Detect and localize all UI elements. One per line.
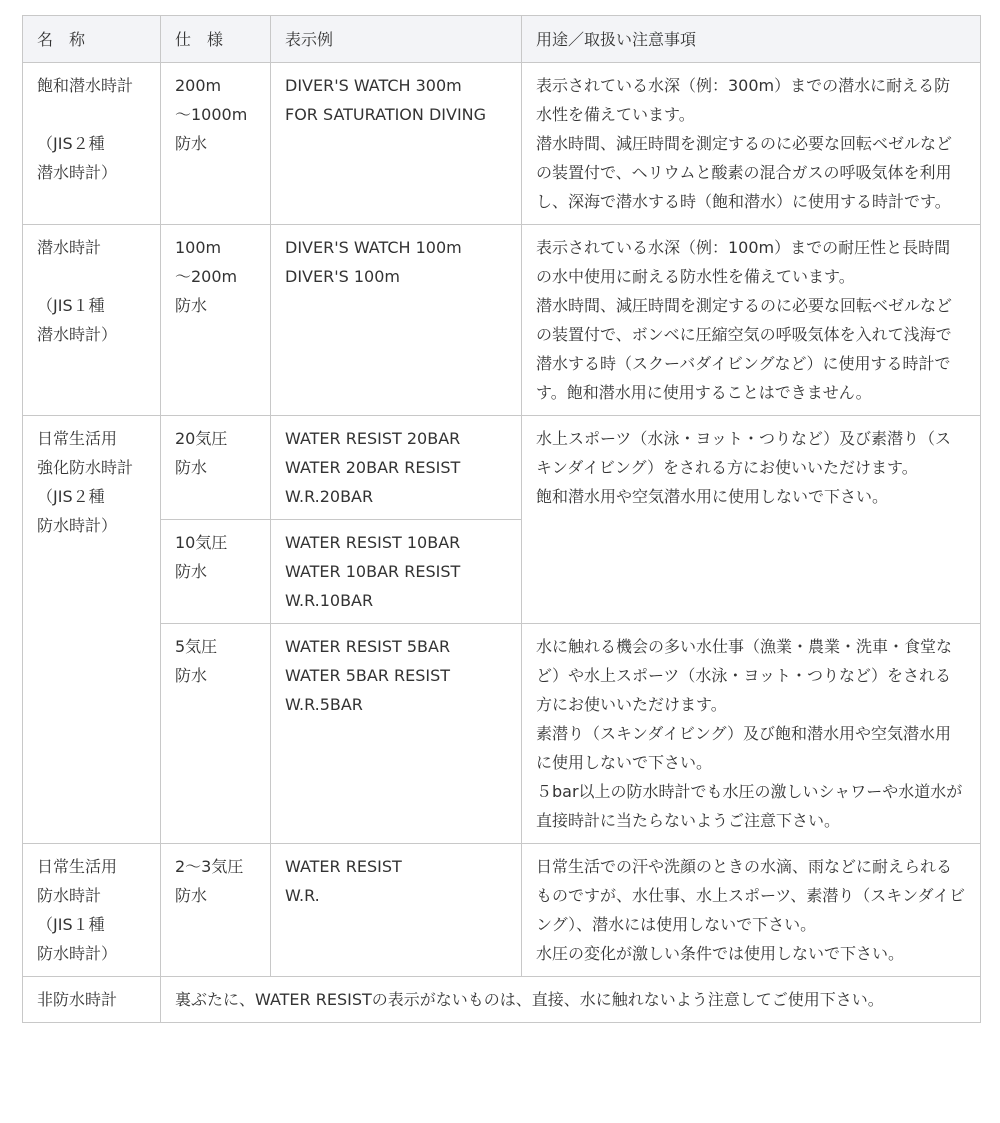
header-name: 名 称 xyxy=(23,16,161,63)
note-cell: 裏ぶたに、WATER RESISTの表示がないものは、直接、水に触れないよう注意してご使用下さい。 xyxy=(161,977,981,1023)
header-row xyxy=(23,16,981,63)
spec-cell: 2〜3気圧 防水 xyxy=(161,844,271,977)
spec-cell: 10気圧 防水 xyxy=(161,520,271,624)
display-cell: WATER RESIST W.R. xyxy=(271,844,522,977)
spec-table xyxy=(22,15,981,1023)
spec-cell: 100m 〜200m 防水 xyxy=(161,225,271,416)
display-cell: DIVER'S WATCH 100m DIVER'S 100m xyxy=(271,225,522,416)
table-row xyxy=(23,977,981,1023)
table-row xyxy=(23,63,981,225)
usage-cell: 表示されている水深（例：100m）までの耐圧性と長時間の水中使用に耐える防水性を備えています。 潜水時間、減圧時間を測定するのに必要な回転ベゼルなどの装置付で、ボンベに圧縮空気の呼吸気体を入れて浅海で潜水する時（スクーバダイビングなど）に使用する時計です。飽和潜水用に使用することはできません。 xyxy=(522,225,981,416)
table-row xyxy=(23,624,981,844)
spec-cell: 20気圧 防水 xyxy=(161,416,271,520)
name-cell: 日常生活用 強化防水時計 （JIS２種 防水時計） xyxy=(23,416,161,844)
table-row xyxy=(23,225,981,416)
usage-cell: 表示されている水深（例：300m）までの潜水に耐える防水性を備えています。 潜水時間、減圧時間を測定するのに必要な回転ベゼルなどの装置付で、ヘリウムと酸素の混合ガスの呼吸気体を利用し、深海で潜水する時（飽和潜水）に使用する時計です。 xyxy=(522,63,981,225)
header-display: 表示例 xyxy=(271,16,522,63)
table-row xyxy=(23,416,981,520)
header-spec: 仕 様 xyxy=(161,16,271,63)
usage-cell: 水上スポーツ（水泳・ヨット・つりなど）及び素潜り（スキンダイビング）をされる方にお使いいただけます。 飽和潜水用や空気潜水用に使用しないで下さい。 xyxy=(522,416,981,624)
table-row xyxy=(23,844,981,977)
display-cell: WATER RESIST 10BAR WATER 10BAR RESIST W.R.10BAR xyxy=(271,520,522,624)
display-cell: WATER RESIST 20BAR WATER 20BAR RESIST W.R.20BAR xyxy=(271,416,522,520)
spec-cell: 5気圧 防水 xyxy=(161,624,271,844)
display-cell: DIVER'S WATCH 300m FOR SATURATION DIVING xyxy=(271,63,522,225)
name-cell: 飽和潜水時計 （JIS２種 潜水時計） xyxy=(23,63,161,225)
name-cell: 潜水時計 （JIS１種 潜水時計） xyxy=(23,225,161,416)
display-cell: WATER RESIST 5BAR WATER 5BAR RESIST W.R.5BAR xyxy=(271,624,522,844)
name-cell: 非防水時計 xyxy=(23,977,161,1023)
name-cell: 日常生活用 防水時計 （JIS１種 防水時計） xyxy=(23,844,161,977)
usage-cell: 水に触れる機会の多い水仕事（漁業・農業・洗車・食堂など）や水上スポーツ（水泳・ヨット・つりなど）をされる方にお使いいただけます。 素潜り（スキンダイビング）及び飽和潜水用や空気潜水用に使用しないで下さい。 ５bar以上の防水時計でも水圧の激しいシャワーや水道水が直接時計に当たらないようご注意下さい。 xyxy=(522,624,981,844)
usage-cell: 日常生活での汗や洗顔のときの水滴、雨などに耐えられるものですが、水仕事、水上スポーツ、素潜り（スキンダイビング）、潜水には使用しないで下さい。 水圧の変化が激しい条件では使用しないで下さい。 xyxy=(522,844,981,977)
header-usage: 用途／取扱い注意事項 xyxy=(522,16,981,63)
spec-cell: 200m 〜1000m 防水 xyxy=(161,63,271,225)
